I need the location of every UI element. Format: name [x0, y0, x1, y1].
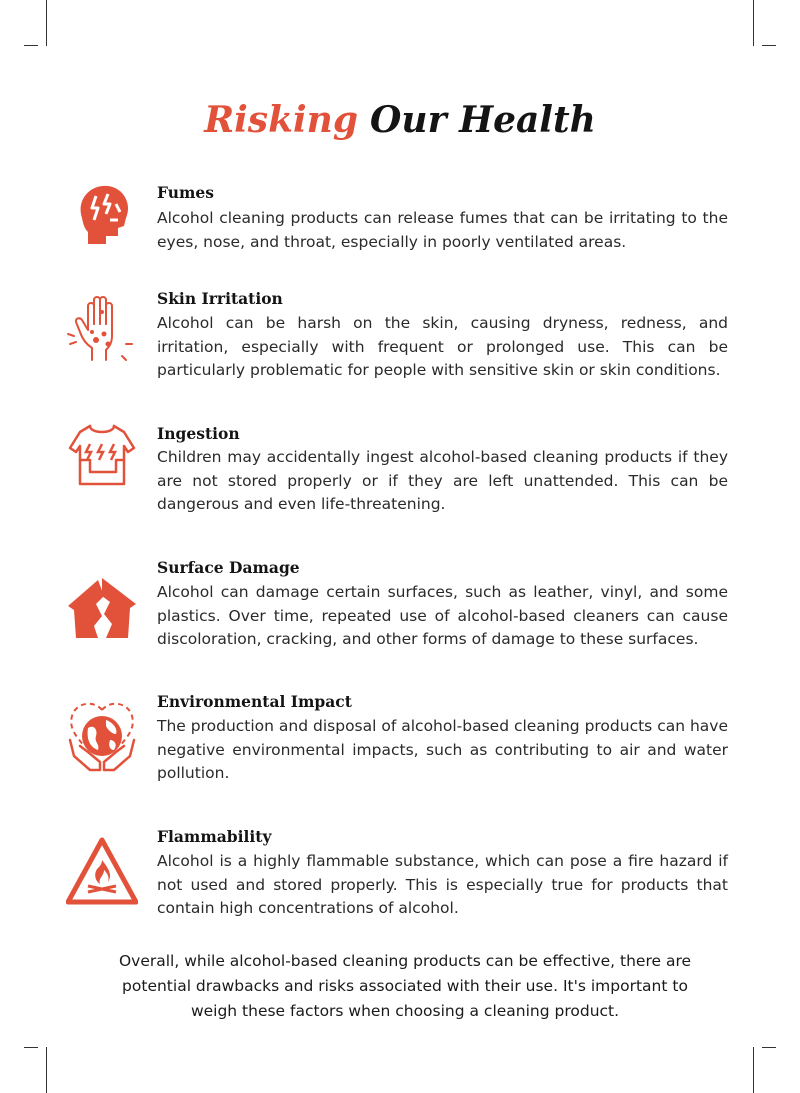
head-pain-icon	[66, 178, 138, 250]
title-accent: Risking	[204, 99, 359, 141]
crop-mark	[753, 1047, 754, 1093]
section-heading: Fumes	[157, 183, 214, 202]
crop-mark	[46, 1047, 47, 1093]
section-body: Alcohol is a highly flammable substance, which can pose a fire hazard if not used and stored properly. This is especially true for products that contain high concentrations of alcohol.	[157, 852, 728, 917]
title-rest: Our Health	[370, 99, 596, 141]
section-body: The production and disposal of alcohol-based cleaning products can have negative environmental impacts, such as contributing to air and water pollution.	[157, 717, 728, 782]
crop-mark	[762, 45, 776, 46]
section-heading: Skin Irritation	[157, 289, 283, 308]
stomach-ache-icon	[66, 420, 138, 492]
page-title	[0, 96, 800, 144]
section-heading: Surface Damage	[157, 558, 300, 577]
section-heading: Flammability	[157, 827, 272, 846]
broken-house-icon	[66, 574, 138, 646]
section-heading: Ingestion	[157, 424, 240, 443]
crop-mark	[24, 45, 38, 46]
summary-paragraph: Overall, while alcohol-based cleaning products can be effective, there are potential drawbacks and risks associated with their use. It's important to weigh these factors when choosing a cleaning product.	[118, 952, 692, 1020]
section-body: Alcohol can damage certain surfaces, such as leather, vinyl, and some plastics. Over time, repeated use of alcohol-based cleaners can cause discoloration, cracking, and other forms of damage to these surfaces.	[157, 583, 728, 648]
section-heading: Environmental Impact	[157, 692, 352, 711]
crop-mark	[762, 1047, 776, 1048]
section-body: Alcohol cleaning products can release fumes that can be irritating to the eyes, nose, and throat, especially in poorly ventilated areas.	[157, 209, 728, 251]
section-body: Alcohol can be harsh on the skin, causing dryness, redness, and irritation, especially with frequent or prolonged use. This can be particularly problematic for people with sensitive skin or skin conditions.	[157, 314, 728, 379]
earth-in-hands-icon	[66, 700, 138, 772]
crop-mark	[753, 0, 754, 46]
crop-mark	[46, 0, 47, 46]
section-body: Children may accidentally ingest alcohol-based cleaning products if they are not stored properly or if they are left unattended. This can be dangerous and even life-threatening.	[157, 448, 728, 513]
crop-mark	[24, 1047, 38, 1048]
irritated-hand-icon	[66, 292, 138, 364]
fire-warning-icon	[66, 836, 138, 908]
